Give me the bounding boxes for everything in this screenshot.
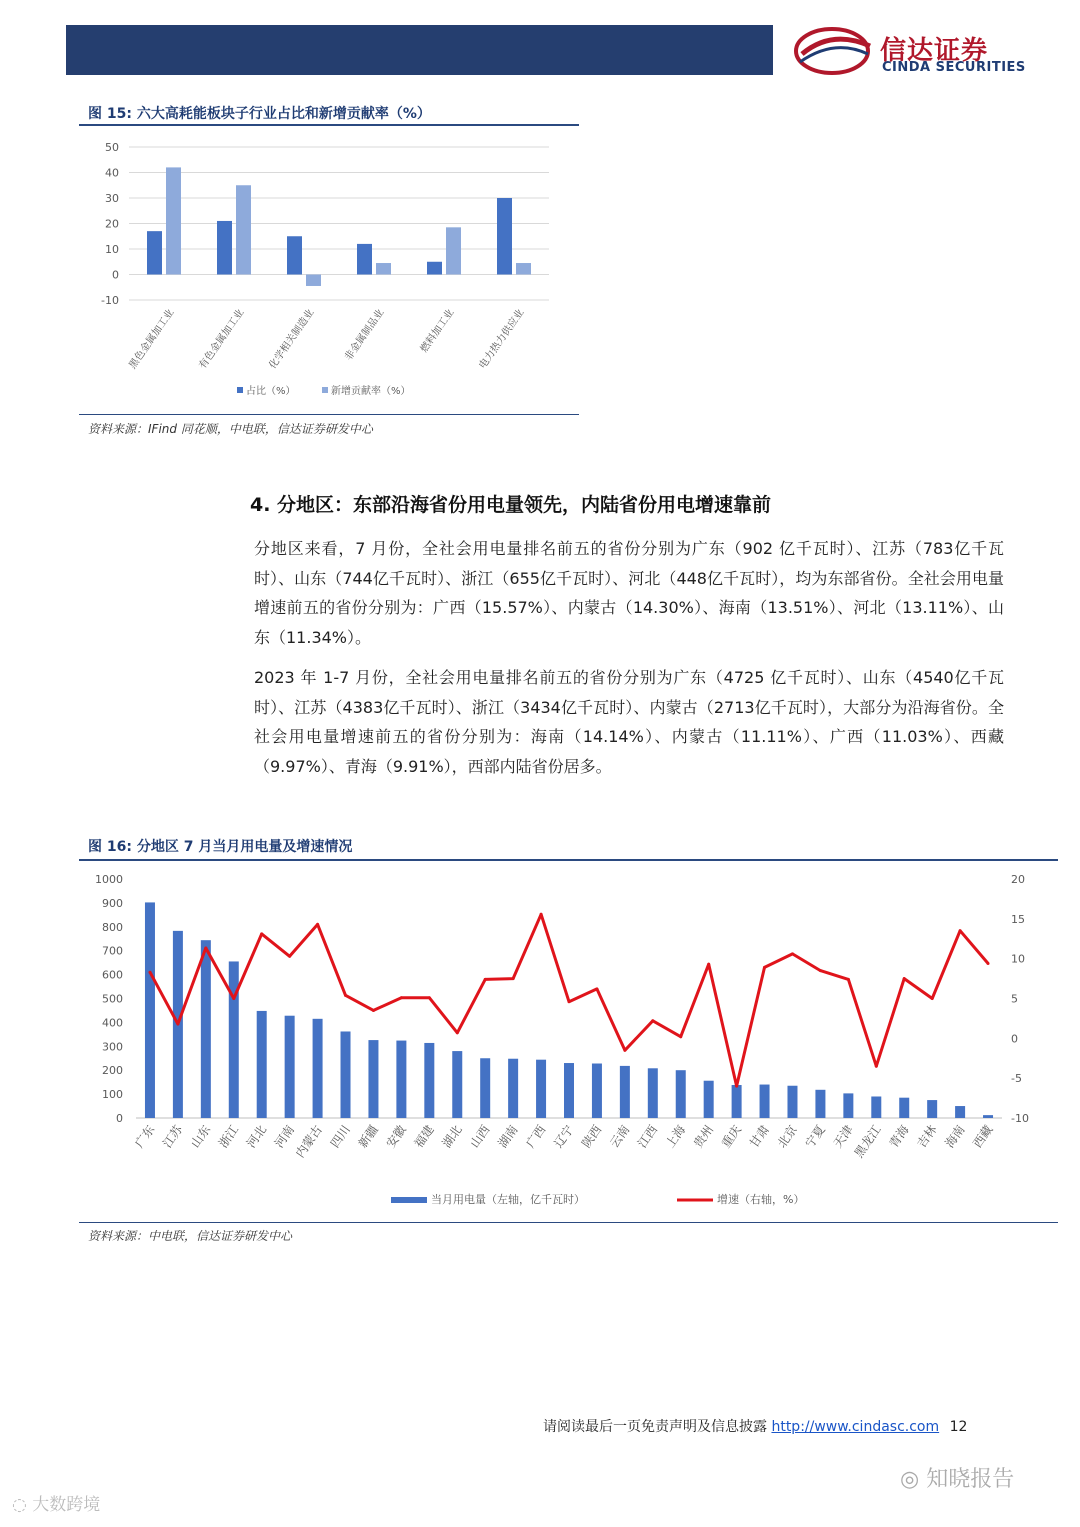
growth-point: [176, 1022, 179, 1025]
x-tick-label: 燃料加工业: [418, 307, 457, 355]
x-tick-label: 北京: [774, 1122, 800, 1151]
left-axis-tick-label: 200: [102, 1064, 123, 1078]
bar-consumption: [145, 902, 155, 1118]
bar-consumption: [285, 1016, 295, 1118]
y-tick-label: 0: [112, 268, 119, 282]
left-axis-tick-label: 800: [102, 920, 123, 934]
x-tick-label: 江苏: [160, 1122, 186, 1151]
x-tick-label: 天津: [830, 1122, 856, 1151]
bar-contribution: [376, 263, 391, 274]
legend-swatch: [322, 387, 328, 393]
x-tick-label: 浙江: [215, 1122, 242, 1151]
y-tick-label: 50: [105, 141, 119, 154]
legend-label: 当月用电量（左轴，亿千瓦时）: [431, 1193, 585, 1206]
x-tick-label: 甘肃: [746, 1122, 773, 1151]
bar-consumption: [229, 961, 239, 1118]
bar-contribution: [166, 167, 181, 274]
bar-consumption: [648, 1068, 658, 1118]
x-tick-label: 广东: [132, 1122, 158, 1151]
growth-point: [791, 952, 794, 955]
growth-point: [595, 987, 598, 990]
bar-consumption: [396, 1041, 406, 1118]
growth-point: [232, 997, 235, 1000]
section-heading: 4. 分地区：东部沿海省份用电量领先，内陆省份用电增速靠前: [250, 494, 772, 516]
x-tick-label: 山西: [467, 1122, 493, 1151]
x-tick-label: 青海: [886, 1122, 912, 1151]
figure16-top-rule: [79, 859, 1058, 861]
growth-point: [400, 996, 403, 999]
bar-share: [287, 236, 302, 274]
x-tick-label: 内蒙古: [292, 1122, 326, 1161]
figure16-source: 资料来源：中电联，信达证券研发中心: [88, 1229, 293, 1243]
x-tick-label: 河北: [243, 1122, 270, 1151]
growth-point: [344, 994, 347, 997]
growth-point: [679, 1035, 682, 1038]
growth-point: [204, 946, 207, 949]
bar-share: [427, 262, 442, 275]
figure15-chart: [79, 130, 579, 412]
growth-point: [316, 923, 319, 926]
bar-consumption: [480, 1058, 490, 1118]
x-tick-label: 有色金属加工业: [197, 307, 247, 372]
left-axis-tick-label: 300: [102, 1040, 123, 1054]
brand-name-cn: 信达证券: [880, 36, 989, 66]
right-axis-tick-label: -10: [1011, 1112, 1029, 1125]
y-tick-label: 40: [105, 166, 119, 180]
right-axis-tick-label: 15: [1011, 912, 1025, 926]
wechat-icon: ◎: [900, 1467, 927, 1492]
page-footer: [543, 1416, 967, 1436]
bar-consumption: [815, 1090, 825, 1118]
x-tick-label: 陕西: [579, 1122, 605, 1151]
bar-consumption: [452, 1051, 462, 1118]
bar-consumption: [899, 1098, 909, 1118]
bar-consumption: [787, 1086, 797, 1118]
x-tick-label: 西藏: [970, 1122, 996, 1151]
bar-share: [357, 244, 372, 275]
left-axis-tick-label: 100: [102, 1088, 123, 1102]
growth-point: [428, 996, 431, 999]
brand-name-en: CINDA SECURITIES: [882, 60, 1026, 75]
growth-point: [763, 966, 766, 969]
x-tick-label: 四川: [327, 1122, 353, 1151]
y-tick-label: 10: [105, 243, 119, 256]
growth-point: [651, 1019, 654, 1022]
x-tick-label: 辽宁: [551, 1122, 577, 1151]
legend-swatch: [237, 387, 243, 393]
bar-consumption: [564, 1063, 574, 1118]
bar-consumption: [676, 1070, 686, 1118]
growth-point: [260, 932, 263, 935]
right-axis-tick-label: -5: [1011, 1072, 1022, 1086]
x-tick-label: 黑龙江: [851, 1122, 884, 1161]
left-axis-tick-label: 0: [116, 1112, 123, 1125]
y-tick-label: 30: [105, 192, 119, 205]
growth-point: [875, 1065, 878, 1068]
x-tick-label: 非金属制品业: [343, 307, 387, 363]
figure16-title: 图 16: 分地区 7 月当月用电量及增速情况: [88, 839, 353, 855]
website-link[interactable]: http://www.cindasc.com: [771, 1419, 940, 1435]
x-tick-label: 化学相关制造业: [267, 307, 317, 372]
growth-point: [540, 913, 543, 916]
figure15-source: 资料来源：IFind 同花顺，中电联，信达证券研发中心: [88, 422, 373, 436]
growth-point: [623, 1049, 626, 1052]
x-tick-label: 重庆: [718, 1122, 745, 1151]
bar-share: [497, 198, 512, 275]
bar-consumption: [313, 1019, 323, 1118]
x-tick-label: 海南: [942, 1122, 968, 1151]
x-tick-label: 宁夏: [802, 1122, 828, 1151]
y-tick-label: 20: [105, 217, 119, 231]
legend-label: 增速（右轴，%）: [717, 1193, 805, 1206]
bar-consumption: [536, 1060, 546, 1118]
left-axis-tick-label: 1000: [95, 873, 123, 886]
right-axis-tick-label: 5: [1011, 992, 1018, 1006]
growth-point: [931, 997, 934, 1000]
bar-contribution: [516, 263, 531, 274]
bar-consumption: [760, 1085, 770, 1118]
growth-point: [372, 1009, 375, 1012]
growth-point: [987, 962, 990, 965]
growth-point: [288, 955, 291, 958]
x-tick-label: 安徽: [383, 1122, 409, 1151]
bar-consumption: [592, 1064, 602, 1118]
growth-point: [847, 978, 850, 981]
bar-consumption: [368, 1040, 378, 1118]
growth-point: [484, 978, 487, 981]
paragraph-monthly: 分地区来看，7 月份，全社会用电量排名前五的省份分别为广东（902 亿千瓦时）、江苏（783亿千瓦时）、山东（744亿千瓦时）、浙江（655亿千瓦时）、河北（448亿千瓦时），均为东部省份。全社会用电量增速前五的省份分别为：广西（15.57%）、内蒙古（14.30%）、海南（13.51%）、河北（13.11%）、山东（11.34%）。: [254, 539, 1004, 647]
bar-consumption: [424, 1043, 434, 1118]
x-tick-label: 黑色金属加工业: [127, 307, 177, 372]
x-tick-label: 电力热力供应业: [477, 307, 527, 372]
x-tick-label: 湖南: [495, 1122, 521, 1151]
left-axis-tick-label: 400: [102, 1016, 123, 1030]
x-tick-label: 山东: [188, 1122, 214, 1151]
bar-consumption: [620, 1066, 630, 1118]
growth-point: [512, 977, 515, 980]
figure15-title: 图 15: 六大高耗能板块子行业占比和新增贡献率（%）: [88, 106, 431, 122]
growth-point: [148, 971, 151, 974]
x-tick-label: 吉林: [914, 1122, 940, 1151]
header-bar: [66, 25, 773, 75]
bar-consumption: [257, 1011, 267, 1118]
bar-contribution: [306, 275, 321, 286]
growth-point: [707, 963, 710, 966]
right-axis-tick-label: 10: [1011, 952, 1025, 966]
bar-consumption: [732, 1085, 742, 1118]
x-tick-label: 上海: [662, 1122, 689, 1151]
legend-label: 新增贡献率（%）: [331, 386, 411, 397]
bar-consumption: [201, 940, 211, 1118]
bar-share: [147, 231, 162, 274]
x-tick-label: 云南: [607, 1122, 633, 1151]
figure15-top-rule: [79, 124, 579, 126]
growth-point: [456, 1031, 459, 1034]
left-axis-tick-label: 600: [102, 968, 123, 982]
bar-consumption: [871, 1096, 881, 1118]
figure15-bottom-rule: [79, 414, 579, 415]
disclaimer-text: 请阅读最后一页免责声明及信息披露: [543, 1419, 767, 1435]
bar-consumption: [955, 1106, 965, 1118]
bar-contribution: [236, 185, 251, 274]
x-tick-label: 贵州: [690, 1122, 717, 1151]
page-number: 12: [949, 1419, 968, 1435]
bar-share: [217, 221, 232, 275]
left-axis-tick-label: 900: [102, 896, 123, 910]
x-tick-label: 新疆: [355, 1122, 381, 1151]
bar-consumption: [508, 1059, 518, 1118]
right-axis-tick-label: 20: [1011, 873, 1025, 886]
bar-consumption: [983, 1115, 993, 1118]
y-tick-label: -10: [101, 294, 119, 307]
bar-consumption: [843, 1093, 853, 1118]
paragraph-ytd: 2023 年 1-7 月份，全社会用电量排名前五的省份分别为广东（4725 亿千瓦时）、山东（4540亿千瓦时）、江苏（4383亿千瓦时）、浙江（3434亿千瓦时）、内蒙古（2713亿千瓦时），大部分为沿海省份。全社会用电量增速前五的省份分别为：海南（14.14%）、内蒙古（11.11%）、广西（11.03%）、西藏（9.97%）、青海（9.91%），西部内陆省份居多。: [254, 668, 1004, 776]
growth-point: [959, 929, 962, 932]
left-axis-tick-label: 700: [102, 944, 123, 958]
bar-consumption: [927, 1100, 937, 1118]
growth-point: [735, 1085, 738, 1088]
growth-point: [568, 1000, 571, 1003]
x-tick-label: 广西: [523, 1122, 549, 1151]
watermark-top-right: ◎ 知晓报告: [900, 1467, 1015, 1492]
bar-contribution: [446, 227, 461, 274]
x-tick-label: 福建: [411, 1122, 437, 1151]
growth-point: [819, 969, 822, 972]
figure16-chart: [79, 864, 1058, 1220]
x-tick-label: 河南: [271, 1122, 298, 1151]
watermark-bottom-left: ◌ 大数跨境: [12, 1495, 101, 1515]
growth-point: [903, 977, 906, 980]
bar-consumption: [341, 1031, 351, 1118]
x-tick-label: 江西: [635, 1122, 661, 1151]
weibo-icon: ◌: [12, 1495, 33, 1515]
figure16-bottom-rule: [79, 1222, 1058, 1223]
right-axis-tick-label: 0: [1011, 1032, 1018, 1046]
bar-consumption: [704, 1081, 714, 1118]
x-tick-label: 湖北: [439, 1122, 465, 1151]
legend-label: 占比（%）: [246, 386, 296, 397]
legend-swatch-bar: [391, 1197, 427, 1203]
left-axis-tick-label: 500: [102, 992, 123, 1006]
